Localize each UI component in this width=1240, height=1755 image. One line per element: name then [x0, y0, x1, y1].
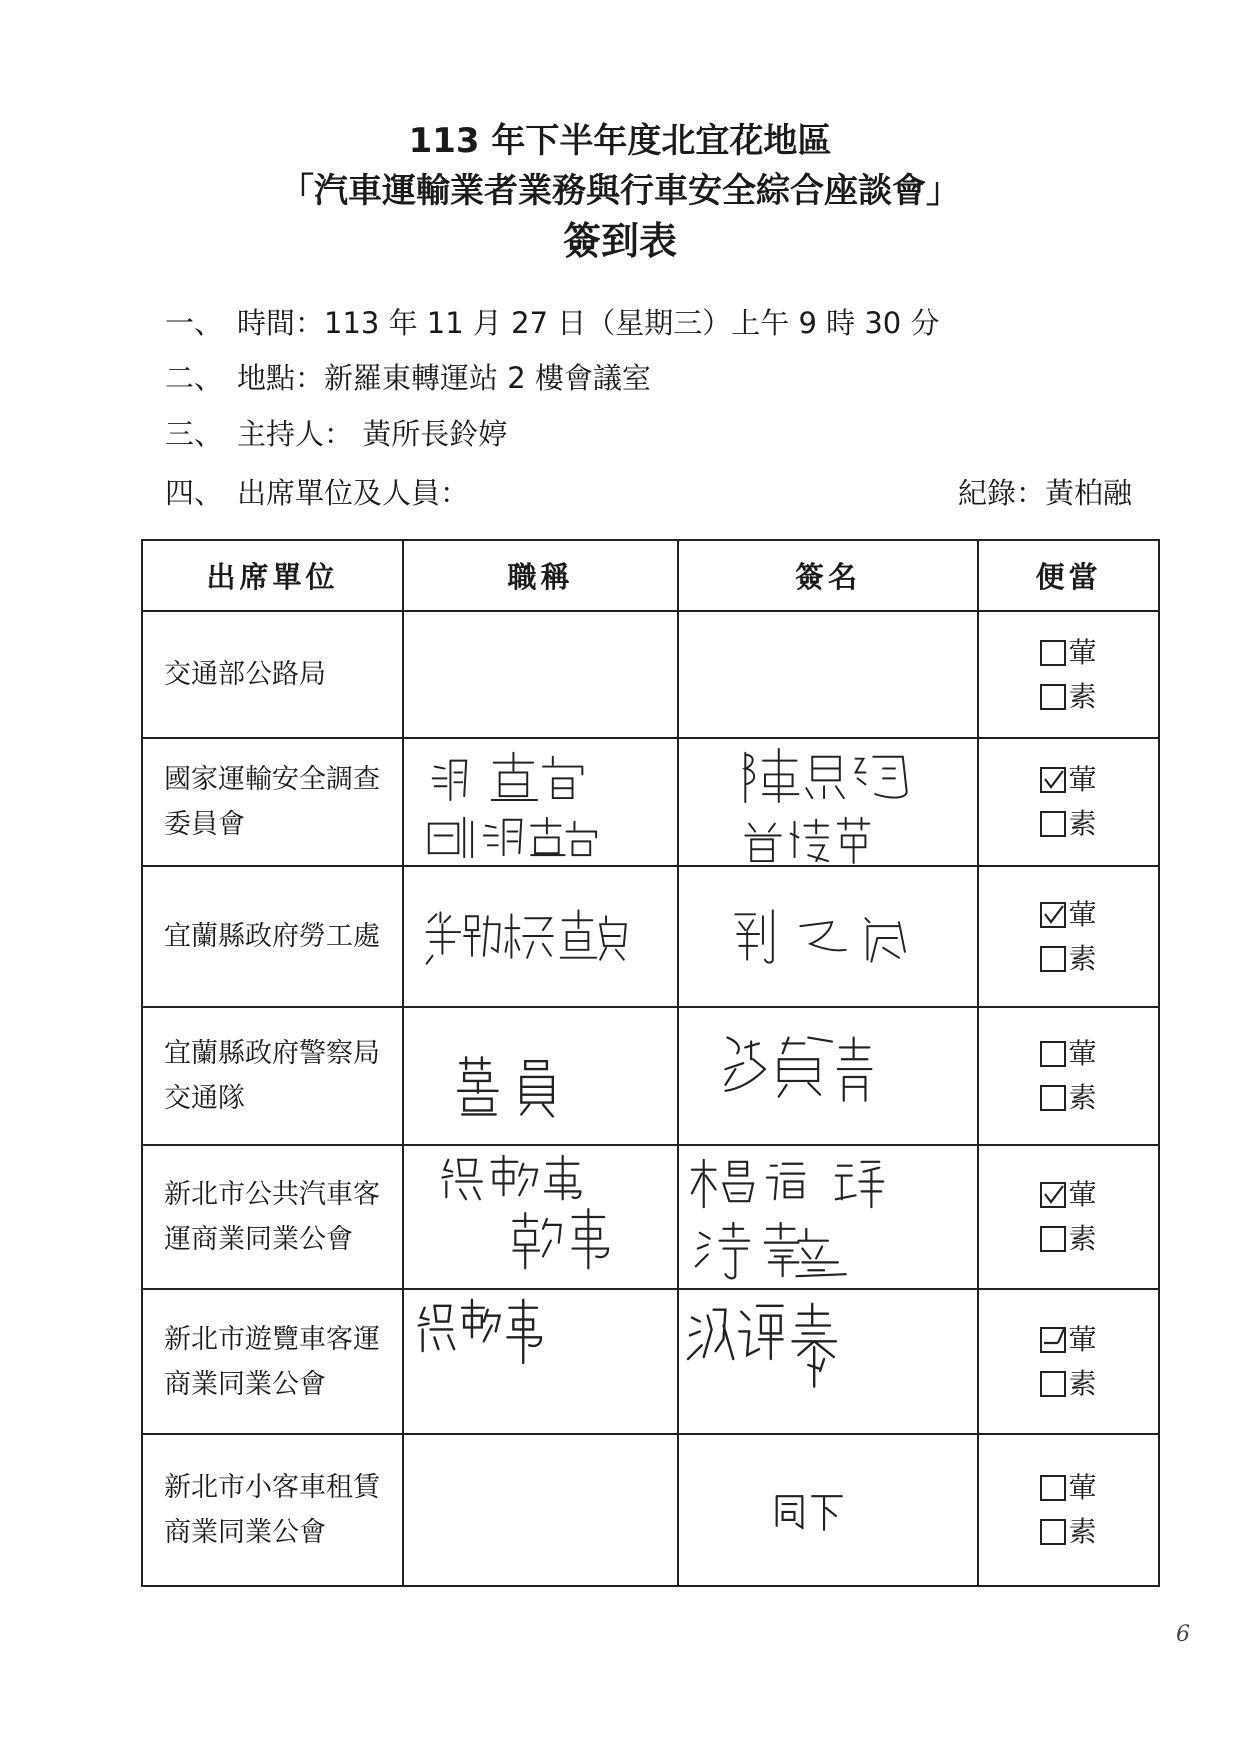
meal-cell [978, 1007, 1159, 1145]
title-cell [403, 1145, 678, 1289]
meal-label: 葷 [1068, 635, 1097, 669]
meal-option-veg[interactable] [979, 802, 1158, 846]
checkbox-icon[interactable] [1040, 640, 1066, 666]
unit-cell: 交通部公路局 [142, 611, 403, 738]
table-row [142, 611, 1159, 738]
title-cell [403, 738, 678, 866]
info-number: 三、 [165, 417, 224, 451]
meal-label: 葷 [1068, 1037, 1097, 1070]
info-text: 地點：新羅東轉運站 2 樓會議室 [237, 361, 651, 395]
header-title: 職稱 [403, 540, 678, 611]
checkbox-icon[interactable] [1040, 1371, 1066, 1397]
checkbox-icon[interactable] [1040, 684, 1066, 710]
meal-label: 素 [1068, 1081, 1097, 1114]
attendance-table [141, 539, 1160, 1587]
meal-cell [978, 1289, 1159, 1434]
meal-cell [978, 611, 1159, 738]
table-row [142, 738, 1159, 866]
meal-option-meat[interactable] [979, 758, 1158, 802]
meal-option-meat[interactable] [979, 1318, 1158, 1362]
signature-cell [678, 1289, 978, 1434]
title-line-3: 簽到表 [562, 219, 677, 263]
meal-label: 素 [1068, 1366, 1097, 1400]
meal-label: 素 [1068, 1515, 1097, 1548]
handwritten-title [404, 739, 677, 865]
title-cell [403, 611, 678, 738]
handwritten-signature [679, 1290, 977, 1433]
meal-label: 葷 [1068, 1322, 1097, 1356]
recorder: 紀錄：黃柏融 [957, 476, 1132, 510]
unit-cell: 宜蘭縣政府勞工處 [142, 866, 403, 1007]
unit-cell: 新北市小客車租賃商業同業公會 [142, 1434, 403, 1586]
meal-cell [978, 738, 1159, 866]
meal-option-veg[interactable] [979, 675, 1158, 719]
info-location [165, 358, 651, 398]
info-number: 四、 [165, 476, 224, 510]
info-text: 時間：113 年 11 月 27 日（星期三）上午 9 時 30 分 [237, 306, 940, 340]
handwritten-signature [679, 1146, 977, 1288]
meal-option-meat[interactable] [979, 893, 1158, 937]
handwritten-signature [679, 867, 977, 1006]
checkbox-icon[interactable] [1040, 811, 1066, 837]
table-row [142, 1007, 1159, 1145]
checkbox-icon[interactable] [1040, 1085, 1066, 1111]
table-row [142, 866, 1159, 1007]
handwritten-signature [679, 1008, 977, 1144]
checkbox-icon[interactable] [1040, 1226, 1066, 1252]
meal-option-veg[interactable] [979, 1510, 1158, 1554]
title-cell [403, 866, 678, 1007]
checkbox-checked-icon[interactable] [1040, 767, 1066, 793]
meal-label: 葷 [1068, 763, 1097, 796]
header-signature: 簽名 [678, 540, 978, 611]
meal-option-meat[interactable] [979, 1032, 1158, 1076]
table-header-row [142, 540, 1159, 611]
info-host [165, 414, 507, 454]
info-number: 二、 [165, 361, 224, 395]
meal-option-veg[interactable] [979, 1076, 1158, 1120]
signature-cell [678, 866, 978, 1007]
signature-cell [678, 1434, 978, 1586]
meal-option-meat[interactable] [979, 631, 1158, 675]
meal-label: 素 [1068, 941, 1097, 975]
meal-label: 素 [1068, 807, 1097, 840]
handwritten-title [404, 1146, 677, 1288]
handwritten-title [404, 867, 677, 1006]
meal-option-meat[interactable] [979, 1466, 1158, 1510]
meal-label: 葷 [1068, 897, 1097, 931]
info-number: 一、 [165, 306, 224, 340]
title-line-2: 「汽車運輸業者業務與行車安全綜合座談會」 [280, 171, 960, 211]
handwritten-signature [679, 739, 977, 865]
handwritten-title [404, 1290, 677, 1433]
title-cell [403, 1434, 678, 1586]
info-text: 主持人： 黃所長鈴婷 [237, 417, 508, 451]
handwritten-title [404, 1008, 677, 1144]
checkbox-icon[interactable] [1040, 1475, 1066, 1501]
table-row [142, 1434, 1159, 1586]
checkbox-checked-icon[interactable] [1040, 902, 1066, 928]
checkbox-checked-icon[interactable] [1040, 1327, 1066, 1353]
meal-cell [978, 1434, 1159, 1586]
unit-cell: 國家運輸安全調查委員會 [142, 738, 403, 866]
meal-label: 素 [1068, 679, 1097, 713]
title-line-1: 113 年下半年度北宜花地區 [408, 121, 832, 161]
meal-option-meat[interactable] [979, 1173, 1158, 1217]
meal-label: 葷 [1068, 1471, 1097, 1504]
meal-cell [978, 1145, 1159, 1289]
meal-label: 素 [1068, 1222, 1097, 1255]
signature-cell [678, 611, 978, 738]
title-cell [403, 1007, 678, 1145]
signature-cell [678, 738, 978, 866]
checkbox-icon[interactable] [1040, 1041, 1066, 1067]
meal-option-veg[interactable] [979, 1362, 1158, 1406]
meal-label: 葷 [1068, 1178, 1097, 1211]
info-attendees [165, 473, 469, 513]
info-text: 出席單位及人員： [237, 476, 470, 510]
page-number: 6 [1176, 1622, 1190, 1647]
meal-cell [978, 866, 1159, 1007]
checkbox-icon[interactable] [1040, 1519, 1066, 1545]
checkbox-icon[interactable] [1040, 946, 1066, 972]
signature-cell [678, 1007, 978, 1145]
unit-cell: 新北市公共汽車客運商業同業公會 [142, 1145, 403, 1289]
table-row [142, 1289, 1159, 1434]
header-unit: 出席單位 [142, 540, 403, 611]
unit-cell: 宜蘭縣政府警察局交通隊 [142, 1007, 403, 1145]
checkbox-checked-icon[interactable] [1040, 1182, 1066, 1208]
header-meal: 便當 [978, 540, 1159, 611]
meal-option-veg[interactable] [979, 1217, 1158, 1261]
unit-cell: 新北市遊覽車客運商業同業公會 [142, 1289, 403, 1434]
table-row [142, 1145, 1159, 1289]
handwritten-signature [679, 1435, 977, 1585]
title-cell [403, 1289, 678, 1434]
signature-cell [678, 1145, 978, 1289]
info-time [165, 303, 939, 343]
meal-option-veg[interactable] [979, 937, 1158, 981]
